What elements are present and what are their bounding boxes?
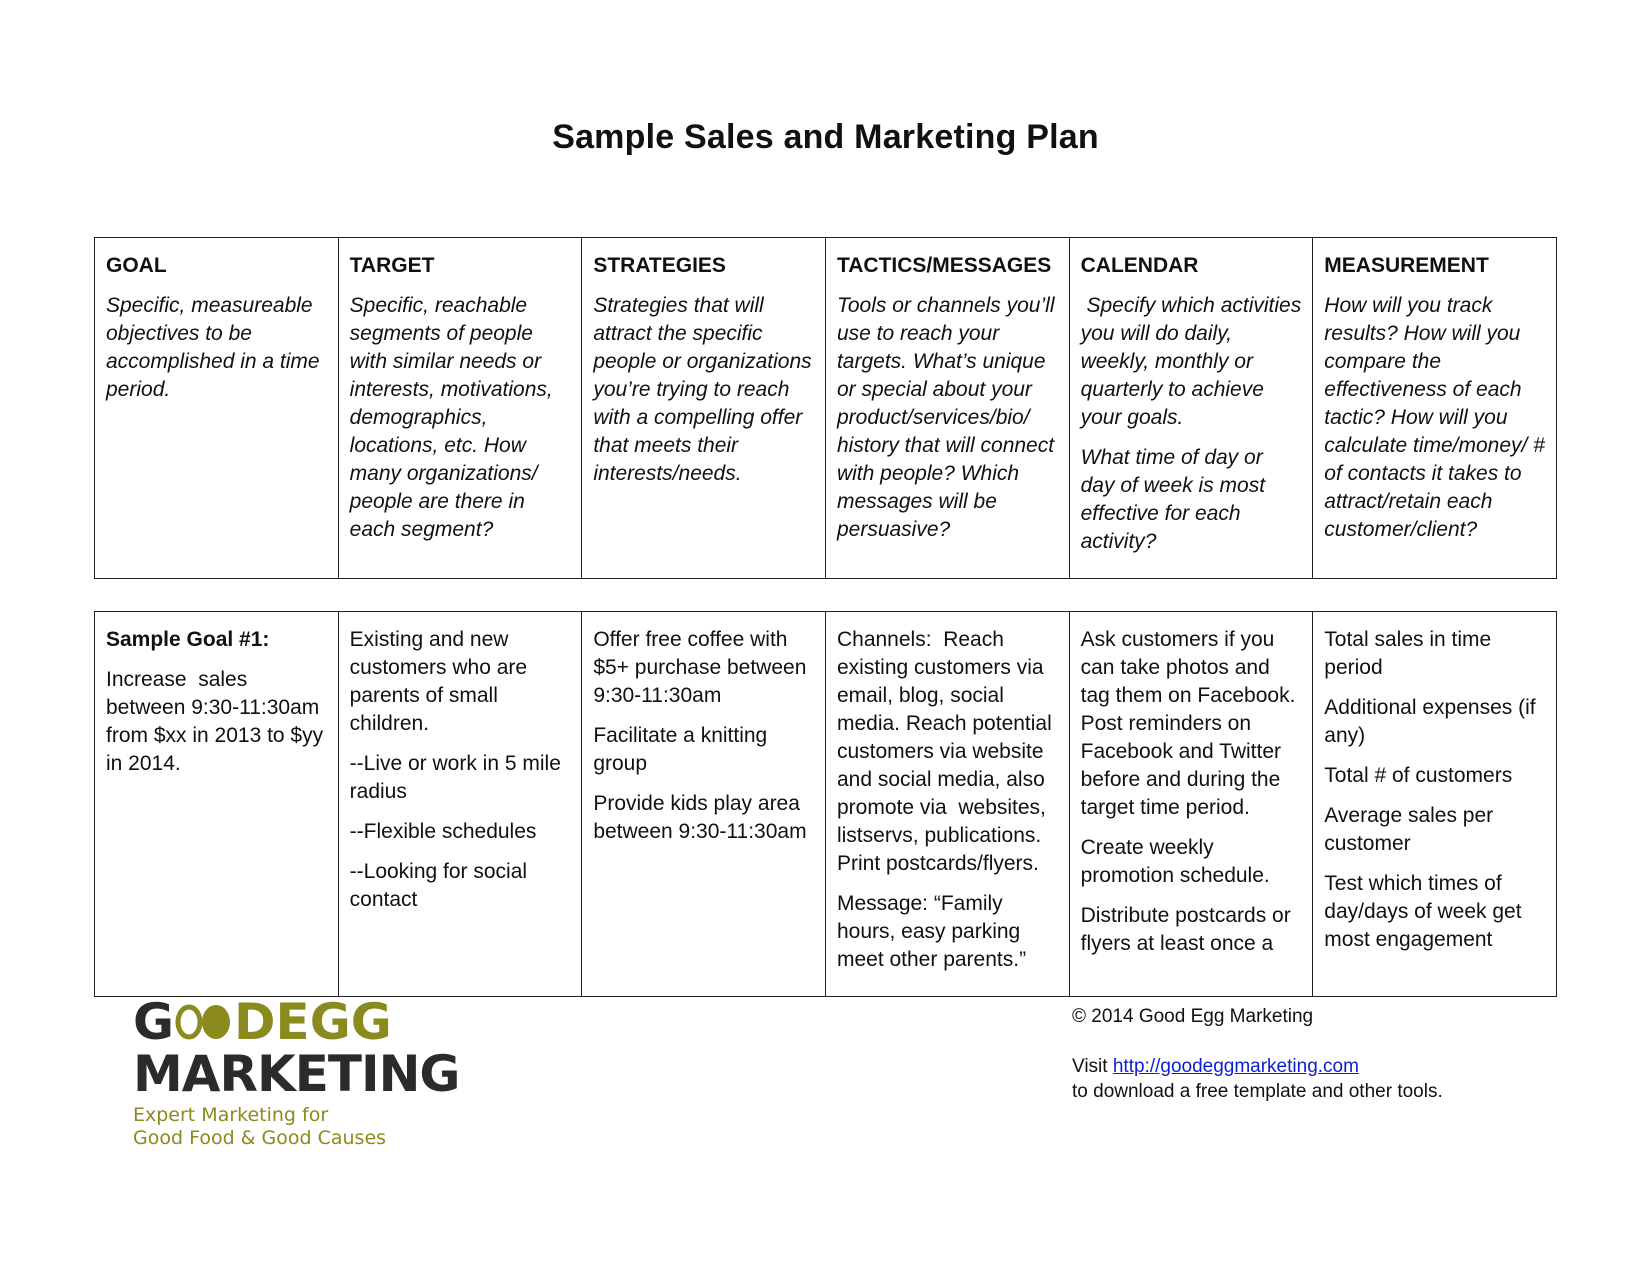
cell-paragraph: --Flexible schedules: [349, 820, 537, 843]
header-cell-measurement: [1313, 238, 1557, 579]
cell-paragraph: Test which times of day/days of week get most engagement: [1324, 872, 1522, 951]
cell-paragraph: Offer free coffee with $5+ purchase between 9:30-11:30am: [593, 628, 807, 707]
cell-paragraph: Ask customers if you can take photos and tag them on Facebook. Post reminders on Facebook and Twitter before and during the target time period.: [1080, 628, 1296, 819]
sample-row: [95, 612, 1557, 997]
cell-paragraph: Channels: Reach existing customers via email, blog, social media. Reach potential customers via website and social media, also promote via websites, listservs, publications. Print postcards/flyers.: [836, 628, 1058, 875]
column-heading: GOAL: [106, 254, 167, 277]
cell-paragraph: Create weekly promotion schedule.: [1080, 836, 1270, 887]
cell-paragraph: Average sales per customer: [1324, 804, 1494, 855]
good-egg-marketing-logo: [133, 993, 493, 1156]
cell-paragraph: Additional expenses (if any): [1324, 696, 1536, 747]
column-heading: MEASUREMENT: [1324, 254, 1489, 277]
header-cell-calendar: [1069, 238, 1313, 579]
egg-icon: [175, 1001, 233, 1043]
website-link[interactable]: http://goodeggmarketing.com: [1112, 1056, 1359, 1077]
sample-cell-calendar: [1069, 612, 1313, 997]
cell-paragraph: Total # of customers: [1324, 764, 1513, 787]
column-description: Specific, measureable objectives to be accomplished in a time period.: [106, 294, 320, 401]
cell-paragraph: Increase sales between 9:30-11:30am from $xx in 2013 to $yy in 2014.: [106, 668, 329, 775]
plan-header-table: [94, 237, 1557, 579]
header-cell-target: [338, 238, 582, 579]
sample-cell-goal: [95, 612, 339, 997]
page-title: Sample Sales and Marketing Plan: [552, 118, 1099, 156]
sample-cell-target: [338, 612, 582, 997]
visit-line: [1072, 1054, 1572, 1079]
sample-cell-tactics: [825, 612, 1069, 997]
logo-wordmark-top: [133, 993, 493, 1051]
cell-paragraph: Total sales in time period: [1324, 628, 1492, 679]
column-description: Specify which activities you will do daily, weekly, monthly or quarterly to achieve your goals.: [1080, 294, 1308, 429]
header-cell-tactics: [825, 238, 1069, 579]
logo-letters-degg: DEGG: [234, 993, 392, 1051]
visit-prefix: Visit: [1072, 1056, 1113, 1077]
logo-tagline-1: Expert Marketing for: [133, 1104, 329, 1126]
sample-cell-measurement: [1313, 612, 1557, 997]
column-heading: STRATEGIES: [593, 254, 726, 277]
header-cell-strategies: [582, 238, 826, 579]
footer: [1072, 1004, 1572, 1104]
cell-paragraph: Existing and new customers who are parents of small children.: [349, 628, 528, 735]
column-description: Tools or channels you’ll use to reach your targets. What’s unique or special about your product/services/bio/ history that will connect with people? Which messages will be persuasive?: [836, 294, 1055, 541]
sample-cell-strategies: [582, 612, 826, 997]
column-description: Strategies that will attract the specific people or organizations you’re trying to reach with a compelling offer that meets their interests/needs.: [593, 294, 812, 485]
cell-paragraph: --Looking for social contact: [349, 860, 528, 911]
cell-paragraph: --Live or work in 5 mile radius: [349, 752, 561, 803]
logo-tagline-2: Good Food & Good Causes: [133, 1127, 387, 1149]
download-text: to download a free template and other tools.: [1072, 1081, 1443, 1102]
logo-wordmark-bottom: MARKETING: [133, 1045, 460, 1103]
header-cell-goal: [95, 238, 339, 579]
sample-goal-label: Sample Goal #1:: [106, 628, 270, 651]
header-row: [95, 238, 1557, 579]
sample-goal-table: [94, 611, 1557, 997]
column-heading: CALENDAR: [1080, 254, 1199, 277]
cell-paragraph: Message: “Family hours, easy parking meet other parents.”: [836, 892, 1027, 971]
logo-letter-g: G: [133, 993, 175, 1051]
column-description: What time of day or day of week is most effective for each activity?: [1080, 446, 1266, 553]
column-heading: TARGET: [349, 254, 435, 277]
copyright-text: © 2014 Good Egg Marketing: [1072, 1006, 1314, 1027]
column-heading: TACTICS/MESSAGES: [836, 254, 1052, 277]
cell-paragraph: Facilitate a knitting group: [593, 724, 768, 775]
column-description: Specific, reachable segments of people with similar needs or interests, motivations, demographics, locations, etc. How many organizations/ people are there in each segment?: [349, 294, 553, 541]
cell-paragraph: Distribute postcards or flyers at least once a: [1080, 904, 1291, 955]
column-description: How will you track results? How will you compare the effectiveness of each tactic? How will you calculate time/money/ # of contacts it takes to attract/retain each customer/client?: [1324, 294, 1545, 541]
cell-paragraph: Provide kids play area between 9:30-11:30am: [593, 792, 807, 843]
